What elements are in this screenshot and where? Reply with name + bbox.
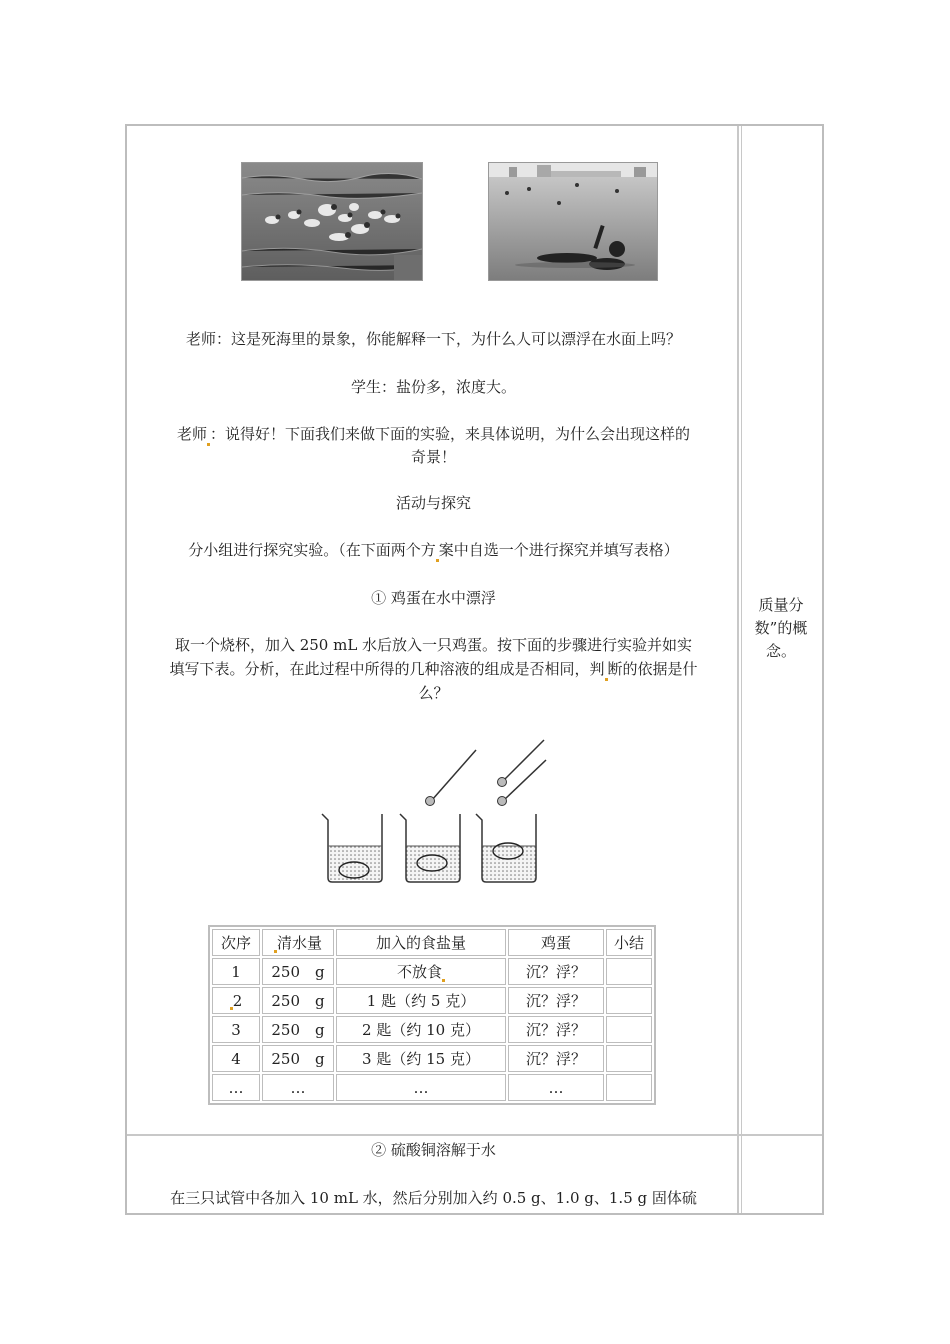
instruction-part1: 分小组进行探究实验。（在下面两个方	[188, 541, 436, 559]
header-salt: 加入的食盐量	[336, 929, 506, 956]
activity-instruction	[130, 538, 737, 562]
teacher-reply-line2: 奇景！	[410, 448, 456, 466]
cell-egg: …	[508, 1074, 604, 1101]
cell-water: 250 g	[262, 1016, 334, 1043]
cell-water: 250 g	[262, 958, 334, 985]
experiment2-line1: 在三只试管中各加入 10 mL 水，然后分别加入约 0.5 g、1.0 g、1.5 g 固体硫	[170, 1189, 697, 1207]
cell-egg: 沉？浮？	[508, 1045, 604, 1072]
experiment1-line1: 取一个烧杯，加入 250 mL 水后放入一只鸡蛋。按下面的步骤进行实验并如实	[174, 636, 693, 654]
experiment1-line2-part1: 填写下表。分析，在此过程中所得的几种溶液的组成是否相同，判	[169, 660, 605, 678]
cell-egg: 沉？浮？	[508, 1016, 604, 1043]
cell-egg: 沉？浮？	[508, 958, 604, 985]
beaker-1	[322, 814, 382, 882]
objective-line1: 质量分	[758, 596, 804, 614]
cell-salt: 1 匙（约 5 克）	[336, 987, 506, 1014]
edit-mark	[442, 979, 445, 982]
cell-order-text: 2	[232, 991, 243, 1010]
edit-mark	[436, 559, 439, 562]
cell-summary[interactable]	[606, 1074, 652, 1101]
table-row	[212, 1045, 652, 1072]
cell-order: …	[212, 1074, 260, 1101]
header-water	[262, 929, 334, 956]
cell-summary[interactable]	[606, 1016, 652, 1043]
objective-note	[744, 594, 818, 663]
cell-water: 250 g	[262, 1045, 334, 1072]
teacher-reply-text: ：说得好！下面我们来做下面的实验，来具体说明，为什么会出现这样的	[210, 425, 691, 443]
student-answer: 学生：盐份多，浓度大。	[350, 378, 516, 396]
cell-summary[interactable]	[606, 958, 652, 985]
cell-salt: …	[336, 1074, 506, 1101]
header-egg: 鸡蛋	[508, 929, 604, 956]
cell-salt: 3 匙（约 15 克）	[336, 1045, 506, 1072]
teacher-question: 老师：这是死海里的景象，你能解释一下，为什么人可以漂浮在水面上吗？	[185, 330, 681, 348]
instruction-part2: 案中自选一个进行探究并填写表格）	[438, 541, 679, 559]
column-divider-inner	[741, 126, 742, 1213]
cell-order: 4	[212, 1045, 260, 1072]
cell-order: 3	[212, 1016, 260, 1043]
table-row	[212, 987, 652, 1014]
experiment1-title: ① 鸡蛋在水中漂浮	[371, 589, 496, 607]
objective-line2: 数”的概	[754, 619, 808, 637]
egg-experiment-table	[208, 925, 656, 1105]
cell-order: 1	[212, 958, 260, 985]
column-divider	[737, 126, 739, 1213]
table-row	[212, 958, 652, 985]
cell-summary[interactable]	[606, 987, 652, 1014]
header-order: 次序	[212, 929, 260, 956]
cell-water: 250 g	[262, 987, 334, 1014]
dead-sea-photo-left	[241, 162, 423, 281]
cell-egg: 沉？浮？	[508, 987, 604, 1014]
cell-summary[interactable]	[606, 1045, 652, 1072]
beaker-3	[476, 740, 546, 882]
objective-line3: 念。	[765, 642, 796, 660]
experiment2-title: ② 硫酸铜溶解于水	[371, 1141, 496, 1159]
dead-sea-photo-right	[488, 162, 658, 281]
teacher-reply	[130, 422, 737, 446]
teacher-reply-speaker: 老师	[176, 425, 207, 443]
beaker-2	[400, 750, 476, 882]
cell-order	[212, 987, 260, 1014]
beaker-experiment-diagram	[318, 738, 558, 886]
table-row	[212, 1074, 652, 1101]
cell-water: …	[262, 1074, 334, 1101]
experiment1-line3: 么？	[418, 684, 449, 702]
table-row	[212, 1016, 652, 1043]
activity-heading: 活动与探究	[395, 494, 471, 512]
cell-salt: 2 匙（约 10 克）	[336, 1016, 506, 1043]
cell-salt-text: 不放食	[396, 963, 442, 981]
table-header-row	[212, 929, 652, 956]
header-water-label: 清水量	[276, 934, 322, 952]
header-summary: 小结	[606, 929, 652, 956]
cell-salt	[336, 958, 506, 985]
experiment1-line2-part2: 断的依据是什	[607, 660, 698, 678]
row-divider	[127, 1134, 822, 1136]
experiment1-line2	[130, 657, 737, 681]
